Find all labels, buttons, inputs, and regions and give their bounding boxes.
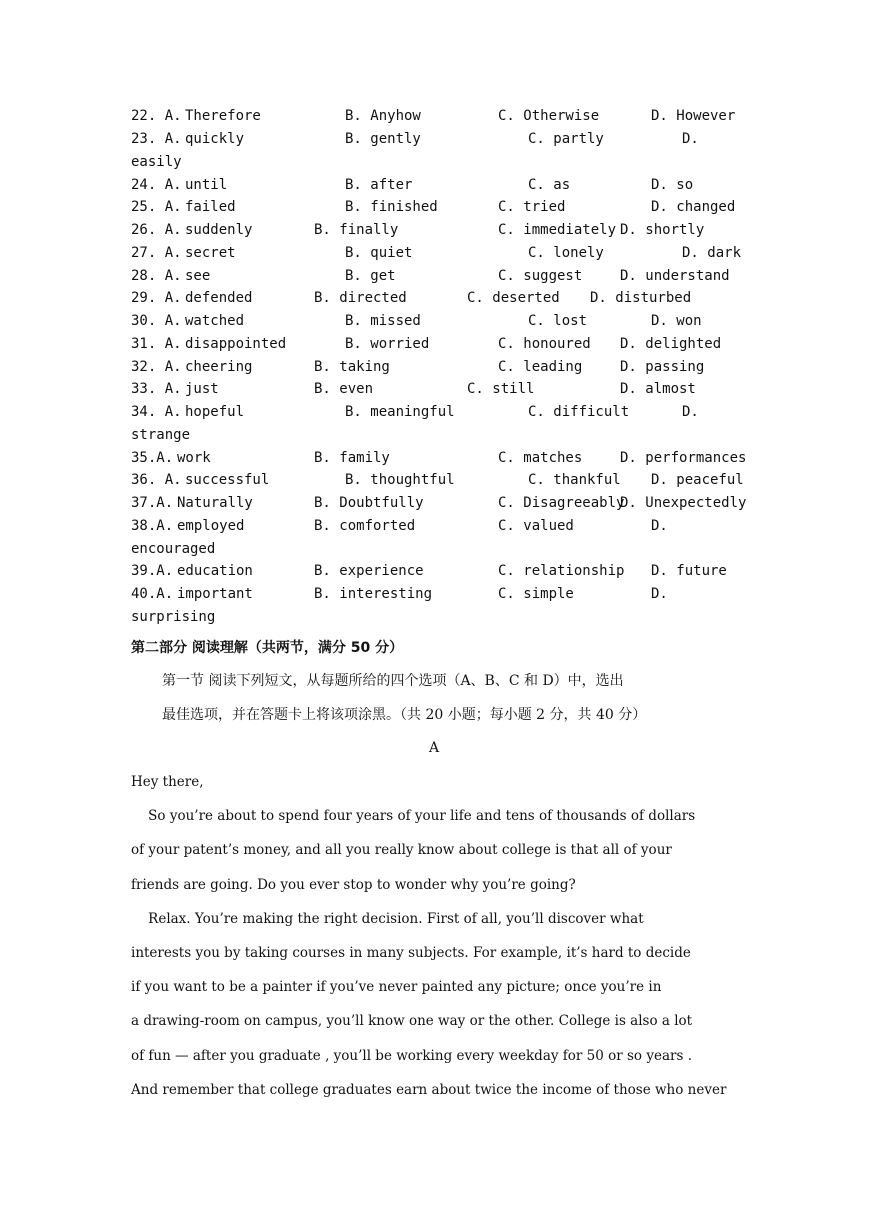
question-row (131, 131, 741, 154)
option-a: see (185, 268, 211, 284)
option-c: C. partly (528, 131, 604, 147)
option-d: D. changed (651, 199, 736, 215)
option-d-wrapped: encouraged (131, 541, 216, 557)
question-number: 30. A. (131, 313, 182, 329)
option-a: employed (177, 518, 245, 534)
option-b: B. Anyhow (345, 108, 421, 124)
question-number: 28. A. (131, 268, 182, 284)
option-d-wrapped: easily (131, 154, 182, 170)
option-c: C. deserted (467, 290, 560, 306)
option-a: just (185, 381, 219, 397)
question-row (131, 290, 741, 313)
option-d: D. (682, 131, 699, 147)
option-b: B. finally (314, 222, 399, 238)
option-a: hopeful (185, 404, 245, 420)
option-c: C. immediately (498, 222, 617, 238)
option-b: B. after (345, 177, 413, 193)
question-row (131, 404, 741, 427)
option-c: C. still (467, 381, 535, 397)
option-b: B. meaningful (345, 404, 455, 420)
option-a: failed (185, 199, 236, 215)
option-c: C. honoured (498, 336, 591, 352)
option-d-wrapped: strange (131, 427, 191, 443)
option-a: suddenly (185, 222, 253, 238)
question-row (131, 472, 744, 495)
option-d: D. passing (620, 359, 705, 375)
question-row (131, 381, 741, 404)
instruction-line-1: 第一节 阅读下列短文，从每题所给的四个选项（A、B、C 和 D）中，选出 (162, 673, 624, 689)
option-b: B. quiet (345, 245, 413, 261)
option-a: Therefore (185, 108, 261, 124)
option-a: education (177, 563, 253, 579)
passage-line: Relax. You’re making the right decision. First of all, you’ll discover what (131, 910, 644, 927)
question-number: 38.A. (131, 518, 174, 534)
option-d: D. so (651, 177, 694, 193)
option-d: D. performances (620, 450, 747, 466)
option-b: B. worried (345, 336, 430, 352)
question-row (131, 108, 741, 131)
question-row (131, 245, 741, 268)
option-c: C. difficult (528, 404, 630, 420)
option-c: C. tried (498, 199, 566, 215)
question-number: 35.A. (131, 450, 174, 466)
option-a: cheering (185, 359, 253, 375)
question-row (131, 177, 741, 200)
option-d: D. disturbed (590, 290, 692, 306)
passage-line: Hey there, (131, 774, 204, 790)
question-row (131, 199, 741, 222)
question-number: 23. A. (131, 131, 182, 147)
option-b: B. directed (314, 290, 407, 306)
option-c: C. relationship (498, 563, 625, 579)
option-a: until (185, 177, 228, 193)
option-d: D. won (651, 313, 702, 329)
question-number: 29. A. (131, 290, 182, 306)
option-c: C. Otherwise (498, 108, 600, 124)
question-number: 36. A. (131, 472, 182, 488)
option-c: C. Disagreeably (498, 495, 625, 511)
option-d: D. shortly (620, 222, 705, 238)
question-number: 26. A. (131, 222, 182, 238)
question-number: 37.A. (131, 495, 174, 511)
instruction-line-2: 最佳选项，并在答题卡上将该项涂黑。（共 20 小题；每小题 2 分，共 40 分） (162, 707, 647, 723)
option-c: C. lonely (528, 245, 604, 261)
option-a: work (177, 450, 211, 466)
option-b: B. Doubtfully (314, 495, 424, 511)
question-row (131, 495, 747, 518)
option-a: important (177, 586, 253, 602)
option-c: C. thankful (528, 472, 621, 488)
question-row (131, 359, 741, 382)
option-b: B. experience (314, 563, 424, 579)
question-row (131, 518, 741, 541)
option-d: D. Unexpectedly (620, 495, 747, 511)
option-c: C. valued (498, 518, 574, 534)
option-c: C. as (528, 177, 571, 193)
option-b: B. gently (345, 131, 421, 147)
option-c: C. matches (498, 450, 583, 466)
option-a: watched (185, 313, 245, 329)
passage-line: interests you by taking courses in many subjects. For example, it’s hard to decide (131, 945, 691, 961)
question-row (131, 450, 747, 473)
question-row (131, 313, 741, 336)
passage-label: A (429, 740, 440, 756)
option-b: B. even (314, 381, 374, 397)
option-c: C. leading (498, 359, 583, 375)
question-row (131, 268, 741, 291)
option-b: B. thoughtful (345, 472, 455, 488)
question-number: 39.A. (131, 563, 174, 579)
passage-line: of your patent’s money, and all you really know about college is that all of your (131, 842, 672, 859)
option-c: C. simple (498, 586, 574, 602)
option-d: D. delighted (620, 336, 722, 352)
question-row (131, 336, 741, 359)
option-b: B. interesting (314, 586, 433, 602)
option-d: D. (651, 586, 668, 602)
option-b: B. finished (345, 199, 438, 215)
question-number: 27. A. (131, 245, 182, 261)
passage-line: if you want to be a painter if you’ve never painted any picture; once you’re in (131, 979, 662, 996)
option-d: D. However (651, 108, 736, 124)
option-a: Naturally (177, 495, 253, 511)
option-d: D. understand (620, 268, 730, 284)
option-b: B. comforted (314, 518, 416, 534)
question-number: 24. A. (131, 177, 182, 193)
option-d: D. (651, 518, 668, 534)
option-b: B. missed (345, 313, 421, 329)
passage-line: So you’re about to spend four years of your life and tens of thousands of dollars (131, 808, 696, 825)
option-b: B. taking (314, 359, 390, 375)
option-d: D. dark (682, 245, 742, 261)
option-d: D. almost (620, 381, 696, 397)
question-row (131, 586, 741, 609)
option-d: D. (682, 404, 699, 420)
passage-line: friends are going. Do you ever stop to wonder why you’re going? (131, 876, 576, 893)
question-row (131, 563, 741, 586)
option-c: C. lost (528, 313, 588, 329)
question-number: 32. A. (131, 359, 182, 375)
option-d: D. future (651, 563, 727, 579)
option-c: C. suggest (498, 268, 583, 284)
question-number: 40.A. (131, 586, 174, 602)
question-row (131, 222, 741, 245)
option-a: secret (185, 245, 236, 261)
option-a: successful (185, 472, 270, 488)
option-b: B. family (314, 450, 390, 466)
option-d-wrapped: surprising (131, 609, 216, 625)
passage-line: And remember that college graduates earn about twice the income of those who never (131, 1081, 727, 1098)
question-number: 22. A. (131, 108, 182, 124)
question-number: 31. A. (131, 336, 182, 352)
passage-line: of fun — after you graduate , you’ll be working every weekday for 50 or so years . (131, 1047, 692, 1064)
question-number: 33. A. (131, 381, 182, 397)
section-title: 第二部分 阅读理解（共两节，满分 50 分） (131, 640, 404, 656)
option-a: defended (185, 290, 253, 306)
option-a: quickly (185, 131, 245, 147)
option-a: disappointed (185, 336, 287, 352)
option-d: D. peaceful (651, 472, 744, 488)
question-number: 34. A. (131, 404, 182, 420)
passage-line: a drawing-room on campus, you’ll know one way or the other. College is also a lot (131, 1013, 693, 1030)
option-b: B. get (345, 268, 396, 284)
question-number: 25. A. (131, 199, 182, 215)
